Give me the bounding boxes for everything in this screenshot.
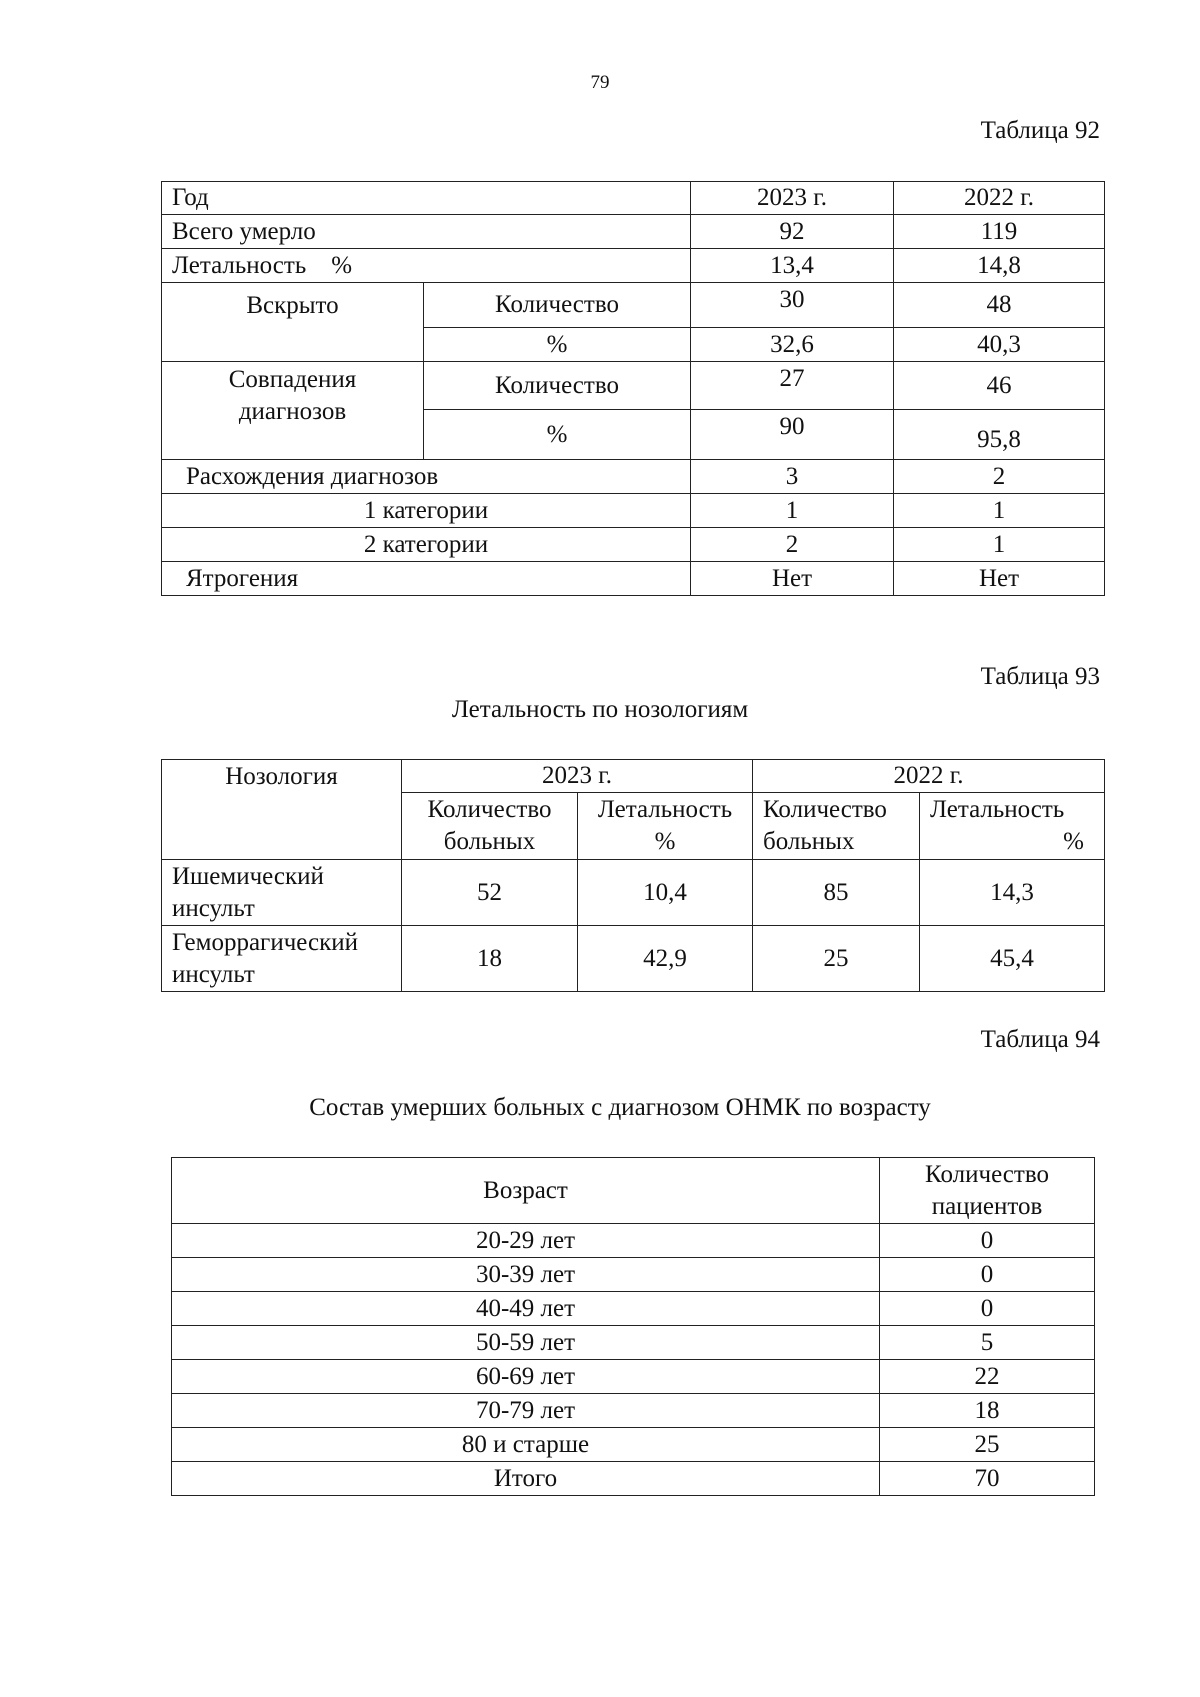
table-cell: 50-59 лет: [172, 1326, 880, 1360]
table-row: [162, 562, 1105, 596]
table-cell: 2023 г.: [402, 760, 753, 793]
table-cell: Вскрыто: [162, 283, 424, 362]
table-cell: [162, 926, 402, 992]
table-cell: [880, 1158, 1095, 1224]
table-cell: 2: [691, 528, 894, 562]
lethality-header-line2: %: [1063, 828, 1084, 855]
table-cell: 13,4: [691, 249, 894, 283]
table-cell: Нозология: [162, 760, 402, 860]
match-label-line2: диагнозов: [238, 398, 347, 425]
table-cell: Нет: [894, 562, 1105, 596]
table-cell: 90: [691, 410, 894, 460]
table-cell: 2: [894, 460, 1105, 494]
table-cell: Нет: [691, 562, 894, 596]
table-cell: 32,6: [691, 328, 894, 362]
lethality-header-line1: Летальность: [597, 796, 733, 823]
table-row: [162, 362, 1105, 410]
table-cell: 80 и старше: [172, 1428, 880, 1462]
table-row: [162, 860, 1105, 926]
table-cell: 70: [880, 1462, 1095, 1496]
table-cell: %: [424, 328, 691, 362]
table-cell: [753, 793, 920, 860]
table-cell: 0: [880, 1258, 1095, 1292]
count-header-line2: пациентов: [931, 1192, 1043, 1220]
table-cell: 14,3: [920, 860, 1105, 926]
table-row: [172, 1462, 1095, 1496]
table-cell: 25: [880, 1428, 1095, 1462]
table-cell: [162, 860, 402, 926]
table-cell: [920, 793, 1105, 860]
table-cell: Количество: [424, 362, 691, 410]
table-cell: 0: [880, 1224, 1095, 1258]
table-cell: 20-29 лет: [172, 1224, 880, 1258]
table-cell: 22: [880, 1360, 1095, 1394]
count-header-line2: больных: [763, 828, 855, 855]
table-row: [172, 1292, 1095, 1326]
table-93-title: Летальность по нозологиям: [451, 696, 749, 723]
table-cell: 27: [691, 362, 894, 410]
table-cell: Всего умерло: [162, 215, 691, 249]
table-row: [172, 1394, 1095, 1428]
table-cell: [578, 793, 753, 860]
lethality-header-line2: %: [654, 828, 676, 855]
table-cell: 85: [753, 860, 920, 926]
table-cell: 25: [753, 926, 920, 992]
table-cell: 30-39 лет: [172, 1258, 880, 1292]
table-cell: 2022 г.: [894, 182, 1105, 215]
table-cell: 0: [880, 1292, 1095, 1326]
table-92: [161, 181, 1105, 596]
table-cell: Ятрогения: [162, 562, 691, 596]
table-row: [162, 182, 1105, 215]
table-cell: 18: [402, 926, 578, 992]
table-93-label: Таблица 93: [980, 663, 1100, 690]
count-header-line2: больных: [443, 828, 536, 855]
table-94-label: Таблица 94: [980, 1026, 1100, 1053]
table-93: [161, 759, 1105, 992]
table-cell: 92: [691, 215, 894, 249]
table-cell: 70-79 лет: [172, 1394, 880, 1428]
table-cell: 1: [691, 494, 894, 528]
table-cell: 14,8: [894, 249, 1105, 283]
table-cell: 52: [402, 860, 578, 926]
match-label-line1: Совпадения: [228, 366, 357, 393]
table-row: [172, 1326, 1095, 1360]
table-94-title: Состав умерших больных с диагнозом ОНМК по возрасту: [309, 1094, 931, 1121]
table-cell: 18: [880, 1394, 1095, 1428]
table-cell: 60-69 лет: [172, 1360, 880, 1394]
table-cell: 1: [894, 528, 1105, 562]
table-cell: 3: [691, 460, 894, 494]
table-row: [172, 1428, 1095, 1462]
table-cell: 5: [880, 1326, 1095, 1360]
count-header-line1: Количество: [925, 1160, 1049, 1188]
table-cell: 95,8: [894, 410, 1105, 460]
table-cell: 48: [894, 283, 1105, 328]
table-row: [162, 283, 1105, 328]
table-row: [162, 926, 1105, 992]
table-row: [162, 215, 1105, 249]
table-cell: [402, 793, 578, 860]
table-row: [162, 494, 1105, 528]
table-row: [162, 249, 1105, 283]
nosology-name-line1: Ишемический: [172, 862, 324, 890]
table-cell: 2023 г.: [691, 182, 894, 215]
table-cell: Количество: [424, 283, 691, 328]
table-cell: 10,4: [578, 860, 753, 926]
table-cell: 30: [691, 283, 894, 328]
table-cell: 1 категории: [162, 494, 691, 528]
nosology-name-line1: Геморрагический: [172, 928, 358, 956]
table-cell: Возраст: [172, 1158, 880, 1224]
nosology-name-line2: инсульт: [172, 960, 255, 988]
table-cell: 2022 г.: [753, 760, 1105, 793]
table-cell: 40,3: [894, 328, 1105, 362]
table-cell: Летальность %: [162, 249, 691, 283]
table-cell: Год: [162, 182, 691, 215]
table-cell: 2 категории: [162, 528, 691, 562]
table-row: [162, 528, 1105, 562]
table-row: [172, 1258, 1095, 1292]
table-94: [171, 1157, 1095, 1496]
nosology-name-line2: инсульт: [172, 894, 255, 922]
table-row: [162, 460, 1105, 494]
table-cell: 119: [894, 215, 1105, 249]
table-cell: %: [424, 410, 691, 460]
table-cell: 40-49 лет: [172, 1292, 880, 1326]
count-header-line1: Количество: [427, 796, 552, 823]
table-cell: Итого: [172, 1462, 880, 1496]
count-header-line1: Количество: [763, 796, 887, 823]
table-cell: Расхождения диагнозов: [162, 460, 691, 494]
table-row: [162, 760, 1105, 793]
table-cell: 1: [894, 494, 1105, 528]
table-cell: 42,9: [578, 926, 753, 992]
table-cell: 46: [894, 362, 1105, 410]
table-row: [172, 1224, 1095, 1258]
table-row: [172, 1360, 1095, 1394]
table-92-label: Таблица 92: [980, 117, 1100, 144]
table-cell: [162, 362, 424, 460]
page-number: 79: [590, 72, 610, 93]
table-row: [172, 1158, 1095, 1224]
table-cell: 45,4: [920, 926, 1105, 992]
lethality-header-line1: Летальность: [930, 796, 1065, 823]
